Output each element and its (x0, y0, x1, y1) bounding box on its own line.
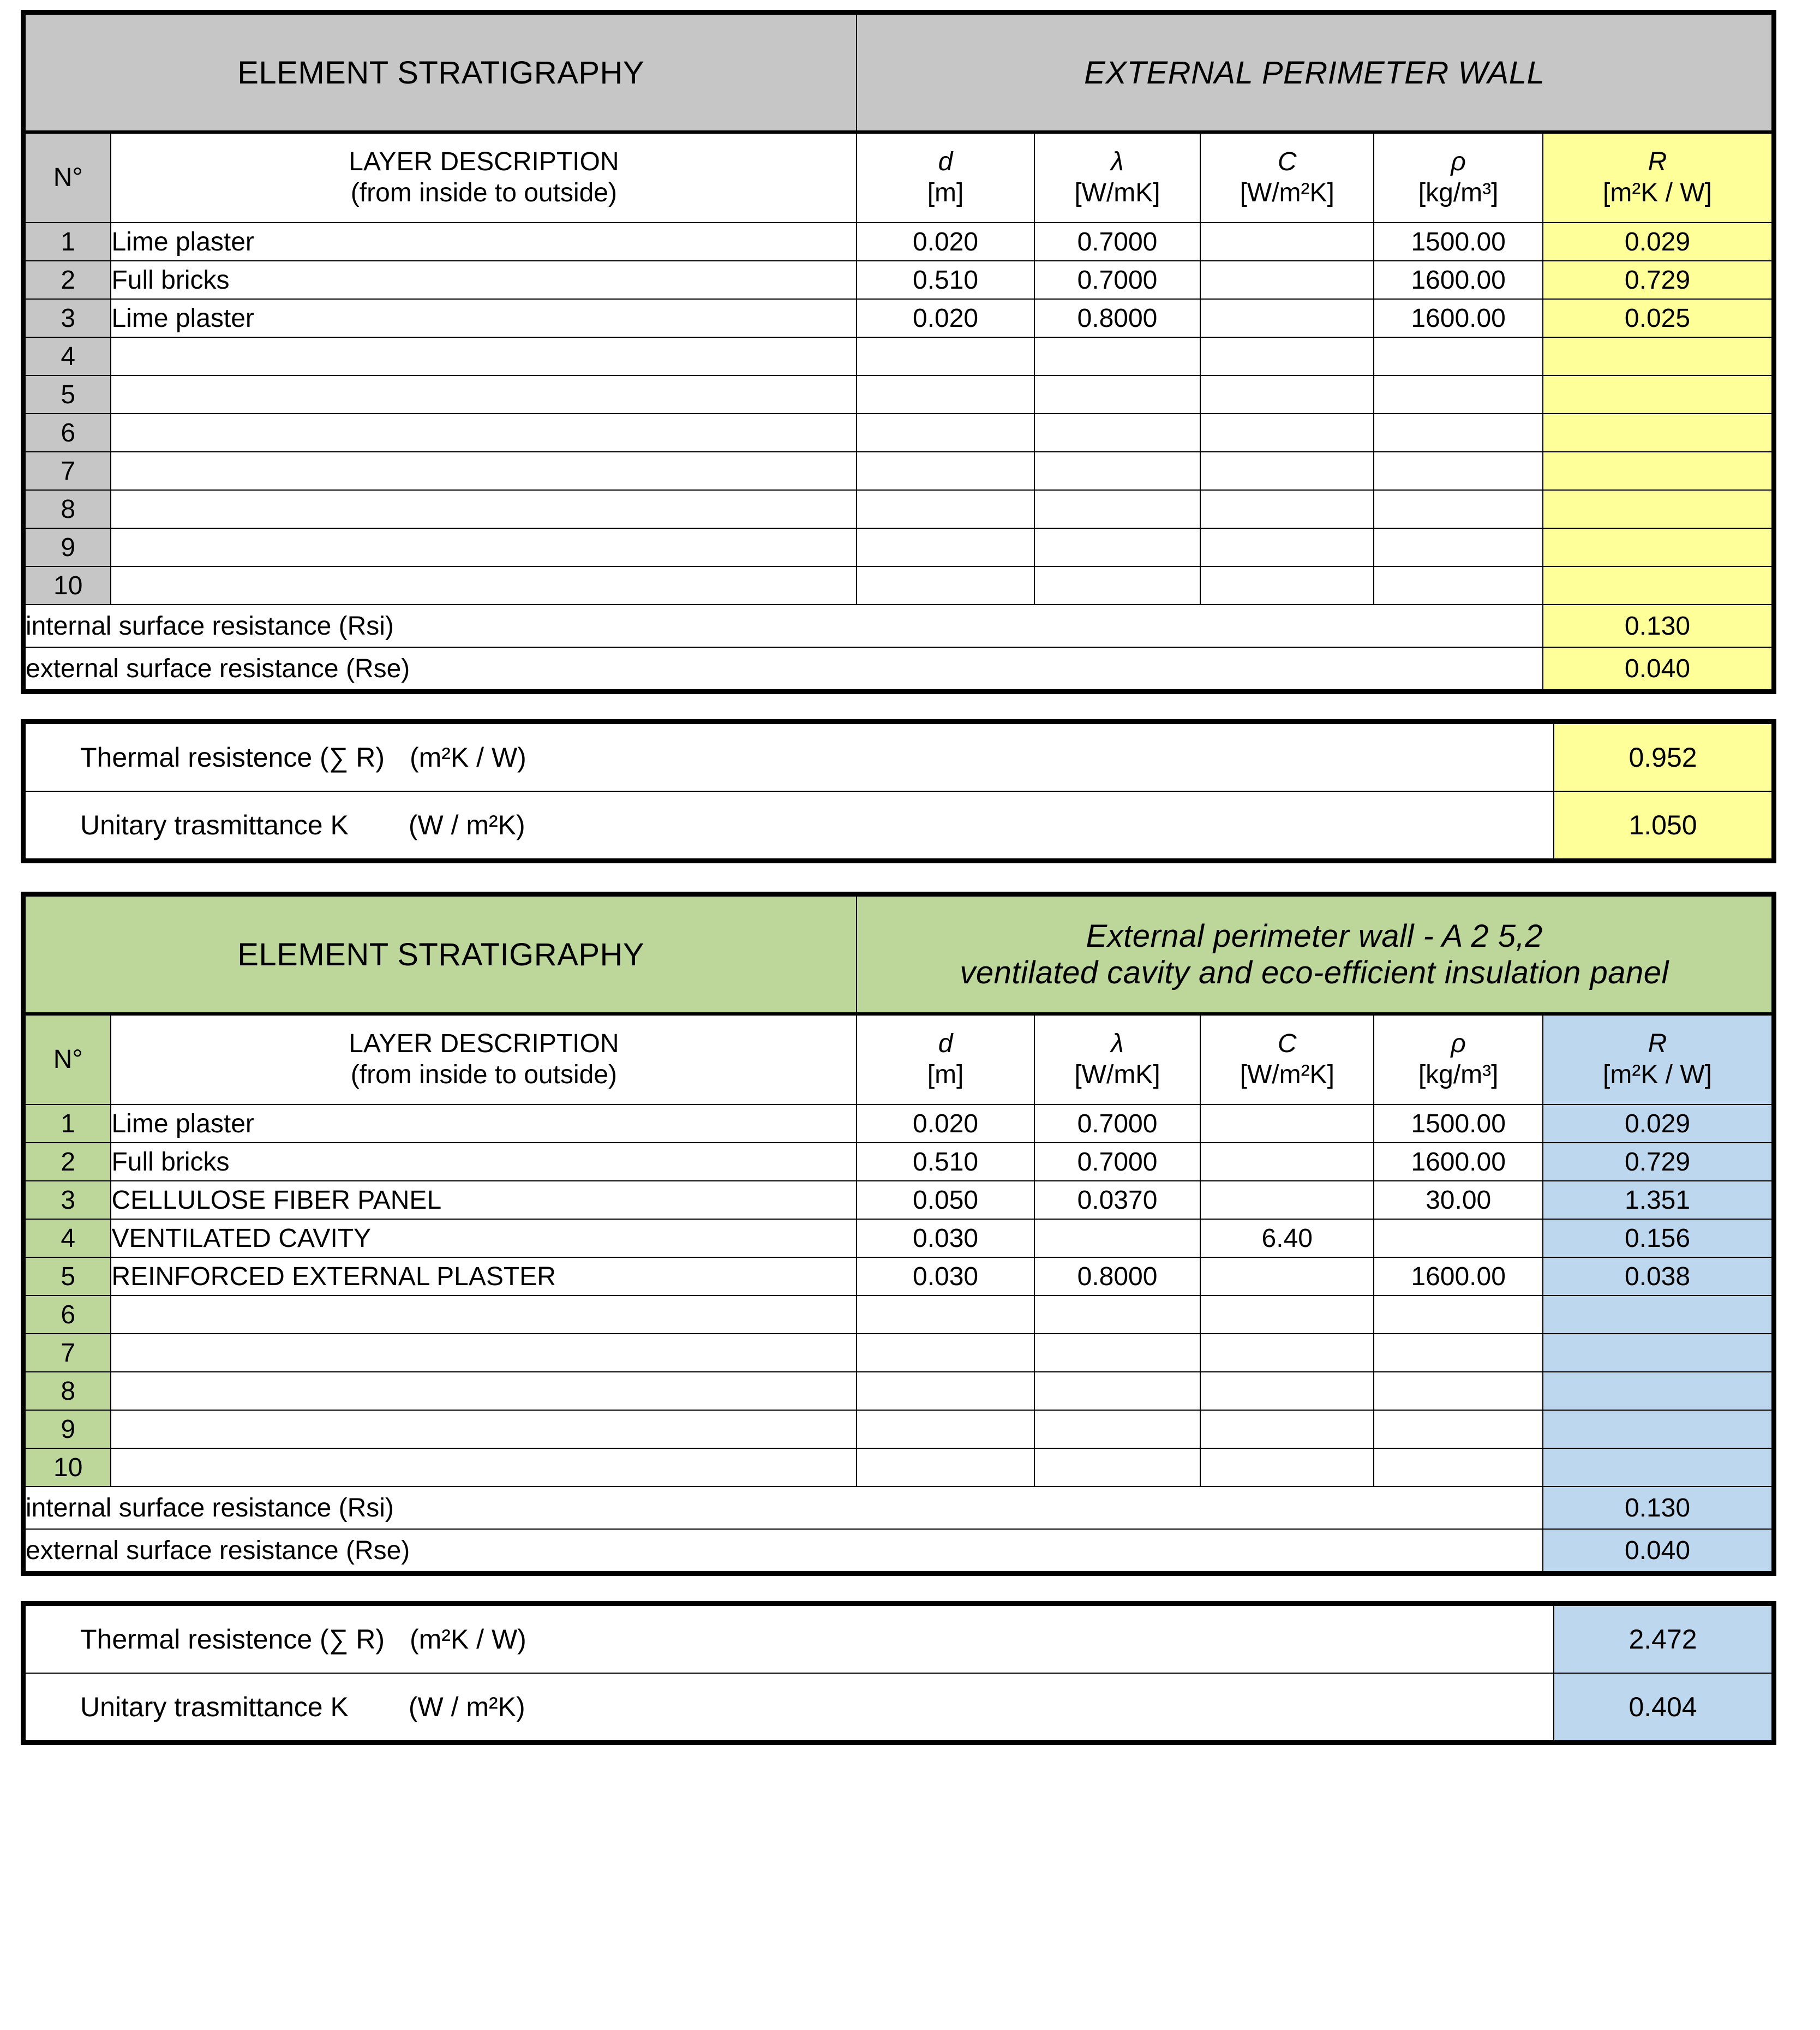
row-number: 6 (25, 414, 111, 452)
col-header-lambda (1034, 1014, 1200, 1104)
layer-r (1543, 1448, 1772, 1486)
column-header-row (25, 1014, 1772, 1104)
layer-rho[interactable]: 1600.00 (1374, 1143, 1543, 1181)
col-header-rho-unit: [kg/m³] (1418, 1060, 1499, 1089)
layer-rho[interactable] (1374, 452, 1543, 490)
col-header-rho-unit: [kg/m³] (1418, 178, 1499, 207)
layer-r: 0.156 (1543, 1219, 1772, 1257)
layer-lambda[interactable] (1034, 414, 1200, 452)
row-number: 10 (25, 1448, 111, 1486)
col-header-c-symbol: C (1277, 147, 1297, 177)
layer-description[interactable] (111, 1448, 857, 1486)
layer-c[interactable] (1200, 1295, 1374, 1334)
table-row[interactable] (25, 299, 1772, 337)
summary-block-2 (21, 1601, 1776, 1745)
thermal-resistance-unit: (m²K / W) (409, 742, 526, 773)
col-header-c-symbol: C (1277, 1029, 1297, 1059)
layer-d[interactable] (857, 1334, 1034, 1372)
table-row[interactable] (25, 1143, 1772, 1181)
row-number: 7 (25, 452, 111, 490)
table-row[interactable] (25, 1181, 1772, 1219)
col-header-d-unit: [m] (927, 1060, 964, 1089)
col-header-description-title: LAYER DESCRIPTION (349, 147, 619, 177)
layers-table-2 (25, 895, 1773, 1572)
col-header-description (111, 132, 857, 223)
stratigraphy-table-1 (21, 10, 1776, 694)
layer-rho[interactable] (1374, 1219, 1543, 1257)
layer-description[interactable] (111, 566, 857, 605)
layer-d[interactable] (857, 337, 1034, 375)
layer-description[interactable] (111, 1334, 857, 1372)
layer-description[interactable]: Lime plaster (111, 223, 857, 261)
col-header-r-symbol: R (1648, 147, 1667, 177)
table-row[interactable] (25, 261, 1772, 299)
layer-r: 0.729 (1543, 261, 1772, 299)
layer-rho[interactable] (1374, 528, 1543, 566)
layer-description[interactable]: Full bricks (111, 261, 857, 299)
summary-block-1 (21, 719, 1776, 863)
banner-element-name-1 (857, 14, 1772, 132)
col-header-r-unit: [m²K / W] (1603, 1060, 1712, 1089)
rse-label: external surface resistance (Rse) (25, 647, 1543, 690)
table-row[interactable] (25, 490, 1772, 528)
layer-lambda[interactable] (1034, 1410, 1200, 1448)
layer-lambda[interactable]: 0.7000 (1034, 261, 1200, 299)
layer-c[interactable] (1200, 1372, 1374, 1410)
layer-description[interactable] (111, 337, 857, 375)
layer-d[interactable] (857, 528, 1034, 566)
layer-rho[interactable]: 30.00 (1374, 1181, 1543, 1219)
layer-description[interactable] (111, 375, 857, 414)
col-header-d (857, 132, 1034, 223)
col-header-lambda-symbol: λ (1111, 147, 1124, 177)
rsi-label: internal surface resistance (Rsi) (25, 605, 1543, 647)
row-number: 3 (25, 1181, 111, 1219)
layer-c[interactable] (1200, 1104, 1374, 1143)
layer-description[interactable] (111, 528, 857, 566)
layer-r (1543, 1372, 1772, 1410)
layer-description[interactable] (111, 490, 857, 528)
banner-row (25, 896, 1772, 1014)
layer-c[interactable] (1200, 299, 1374, 337)
layer-rho[interactable] (1374, 566, 1543, 605)
banner-element-name-2 (857, 896, 1772, 1014)
thermal-resistance-row (25, 1605, 1772, 1673)
layer-c[interactable] (1200, 1257, 1374, 1295)
layer-d[interactable] (857, 452, 1034, 490)
rse-value: 0.040 (1543, 647, 1772, 690)
layer-c[interactable] (1200, 261, 1374, 299)
table-row[interactable] (25, 1295, 1772, 1334)
layer-r (1543, 414, 1772, 452)
row-number: 7 (25, 1334, 111, 1372)
layer-description[interactable] (111, 1295, 857, 1334)
row-number: 8 (25, 490, 111, 528)
table-row[interactable] (25, 1219, 1772, 1257)
layer-d[interactable] (857, 1410, 1034, 1448)
rsi-value: 0.130 (1543, 1486, 1772, 1529)
layer-d[interactable]: 0.020 (857, 223, 1034, 261)
table-row[interactable] (25, 223, 1772, 261)
layers-table-1 (25, 14, 1773, 690)
layer-d[interactable]: 0.020 (857, 299, 1034, 337)
table-row[interactable] (25, 1104, 1772, 1143)
unitary-transmittance-text: Unitary trasmittance K (80, 810, 349, 840)
row-number: 10 (25, 566, 111, 605)
layer-description[interactable]: Full bricks (111, 1143, 857, 1181)
unitary-transmittance-row (25, 1673, 1772, 1741)
row-number: 9 (25, 1410, 111, 1448)
layer-description[interactable]: Lime plaster (111, 299, 857, 337)
row-number: 4 (25, 337, 111, 375)
layer-c[interactable] (1200, 1143, 1374, 1181)
layer-d[interactable] (857, 1295, 1034, 1334)
layer-rho[interactable] (1374, 414, 1543, 452)
layer-d[interactable]: 0.510 (857, 261, 1034, 299)
col-header-c (1200, 132, 1374, 223)
layer-d[interactable] (857, 375, 1034, 414)
layer-lambda[interactable] (1034, 452, 1200, 490)
col-header-description-sub: (from inside to outside) (350, 1060, 617, 1089)
layer-r (1543, 1410, 1772, 1448)
thermal-resistance-row (25, 724, 1772, 791)
layer-r (1543, 1334, 1772, 1372)
col-header-d-unit: [m] (927, 178, 964, 207)
table-row[interactable] (25, 452, 1772, 490)
layer-lambda[interactable] (1034, 337, 1200, 375)
layer-c[interactable] (1200, 223, 1374, 261)
table-row[interactable] (25, 1334, 1772, 1372)
col-header-rho (1374, 132, 1543, 223)
layer-d[interactable]: 0.050 (857, 1181, 1034, 1219)
external-surface-resistance-row (25, 1529, 1772, 1572)
stratigraphy-table-2 (21, 892, 1776, 1576)
table-row[interactable] (25, 1257, 1772, 1295)
layer-lambda[interactable]: 0.8000 (1034, 299, 1200, 337)
col-header-d-symbol: d (938, 1029, 953, 1059)
rse-label: external surface resistance (Rse) (25, 1529, 1543, 1572)
layer-lambda[interactable]: 0.0370 (1034, 1181, 1200, 1219)
layer-c[interactable] (1200, 375, 1374, 414)
layer-c[interactable] (1200, 1448, 1374, 1486)
thermal-resistance-text: Thermal resistence (∑ R) (80, 1624, 385, 1655)
layer-r (1543, 490, 1772, 528)
col-header-r-symbol: R (1648, 1029, 1667, 1059)
col-header-lambda-symbol: λ (1111, 1029, 1124, 1059)
layer-c[interactable] (1200, 1181, 1374, 1219)
layer-r: 0.029 (1543, 1104, 1772, 1143)
col-header-c-unit: [W/m²K] (1240, 178, 1334, 207)
col-header-d-symbol: d (938, 147, 953, 177)
unitary-transmittance-label (25, 1673, 1554, 1741)
layer-description[interactable] (111, 414, 857, 452)
layer-c[interactable] (1200, 414, 1374, 452)
col-header-r-unit: [m²K / W] (1603, 178, 1712, 207)
layer-rho[interactable] (1374, 1334, 1543, 1372)
col-header-description-sub: (from inside to outside) (350, 178, 617, 207)
layer-lambda[interactable] (1034, 490, 1200, 528)
layer-description[interactable]: VENTILATED CAVITY (111, 1219, 857, 1257)
layer-c[interactable] (1200, 528, 1374, 566)
internal-surface-resistance-row (25, 1486, 1772, 1529)
layer-rho[interactable]: 1600.00 (1374, 261, 1543, 299)
layer-description[interactable]: Lime plaster (111, 1104, 857, 1143)
layer-d[interactable] (857, 566, 1034, 605)
col-header-rho-symbol: ρ (1451, 147, 1466, 177)
unitary-transmittance-row (25, 791, 1772, 859)
layer-c[interactable] (1200, 1334, 1374, 1372)
layer-d[interactable] (857, 490, 1034, 528)
layer-lambda[interactable] (1034, 528, 1200, 566)
layer-rho[interactable] (1374, 337, 1543, 375)
layer-r: 0.729 (1543, 1143, 1772, 1181)
row-number: 5 (25, 375, 111, 414)
layer-d[interactable] (857, 1448, 1034, 1486)
col-header-d (857, 1014, 1034, 1104)
unitary-transmittance-unit: (W / m²K) (408, 1692, 525, 1722)
rsi-value: 0.130 (1543, 605, 1772, 647)
layer-rho[interactable]: 1600.00 (1374, 299, 1543, 337)
layer-lambda[interactable] (1034, 1219, 1200, 1257)
layer-c[interactable] (1200, 337, 1374, 375)
thermal-resistance-text: Thermal resistence (∑ R) (80, 742, 385, 773)
banner-element-stratigraphy-2: ELEMENT STRATIGRAPHY (25, 896, 857, 1014)
thermal-resistance-value: 0.952 (1554, 724, 1772, 791)
layer-lambda[interactable] (1034, 1334, 1200, 1372)
unitary-transmittance-unit: (W / m²K) (408, 810, 525, 840)
row-number: 3 (25, 299, 111, 337)
layer-r (1543, 375, 1772, 414)
table-row[interactable] (25, 1448, 1772, 1486)
col-header-lambda-unit: [W/mK] (1074, 178, 1160, 207)
thermal-resistance-label (25, 1605, 1554, 1673)
banner-line-1: EXTERNAL PERIMETER WALL (1084, 55, 1545, 91)
table-row[interactable] (25, 1410, 1772, 1448)
layer-r (1543, 566, 1772, 605)
layer-d[interactable] (857, 414, 1034, 452)
layer-lambda[interactable] (1034, 1372, 1200, 1410)
layer-rho[interactable] (1374, 490, 1543, 528)
row-number: 1 (25, 223, 111, 261)
row-number: 5 (25, 1257, 111, 1295)
row-number: 2 (25, 261, 111, 299)
col-header-r (1543, 1014, 1772, 1104)
external-surface-resistance-row (25, 647, 1772, 690)
banner-line-1: External perimeter wall - A 2 5,2 (1086, 918, 1543, 954)
layer-rho[interactable]: 1500.00 (1374, 223, 1543, 261)
unitary-transmittance-text: Unitary trasmittance K (80, 1692, 349, 1722)
column-header-row (25, 132, 1772, 223)
layer-r: 0.029 (1543, 223, 1772, 261)
layer-r (1543, 337, 1772, 375)
layer-lambda[interactable]: 0.7000 (1034, 1104, 1200, 1143)
table-row[interactable] (25, 375, 1772, 414)
col-header-c-unit: [W/m²K] (1240, 1060, 1334, 1089)
table-row[interactable] (25, 566, 1772, 605)
layer-r (1543, 1295, 1772, 1334)
layer-c[interactable]: 6.40 (1200, 1219, 1374, 1257)
col-header-number: N° (25, 1014, 111, 1104)
layer-lambda[interactable] (1034, 375, 1200, 414)
layer-lambda[interactable]: 0.7000 (1034, 1143, 1200, 1181)
unitary-transmittance-label (25, 791, 1554, 859)
thermal-resistance-label (25, 724, 1554, 791)
layer-rho[interactable] (1374, 1410, 1543, 1448)
layer-description[interactable]: CELLULOSE FIBER PANEL (111, 1181, 857, 1219)
layer-lambda[interactable]: 0.7000 (1034, 223, 1200, 261)
layer-rho[interactable] (1374, 1295, 1543, 1334)
layer-description[interactable]: REINFORCED EXTERNAL PLASTER (111, 1257, 857, 1295)
unitary-transmittance-value: 1.050 (1554, 791, 1772, 859)
table-row[interactable] (25, 337, 1772, 375)
unitary-transmittance-value: 0.404 (1554, 1673, 1772, 1741)
thermal-resistance-value: 2.472 (1554, 1605, 1772, 1673)
layer-r (1543, 452, 1772, 490)
layer-rho[interactable]: 1500.00 (1374, 1104, 1543, 1143)
layer-c[interactable] (1200, 566, 1374, 605)
layer-c[interactable] (1200, 490, 1374, 528)
row-number: 6 (25, 1295, 111, 1334)
layer-rho[interactable] (1374, 1372, 1543, 1410)
layer-rho[interactable] (1374, 375, 1543, 414)
internal-surface-resistance-row (25, 605, 1772, 647)
layer-d[interactable]: 0.030 (857, 1257, 1034, 1295)
thermal-resistance-unit: (m²K / W) (409, 1624, 526, 1655)
banner-line-2: ventilated cavity and eco-efficient insulation panel (960, 955, 1669, 990)
col-header-rho (1374, 1014, 1543, 1104)
rsi-label: internal surface resistance (Rsi) (25, 1486, 1543, 1529)
row-number: 1 (25, 1104, 111, 1143)
layer-d[interactable] (857, 1372, 1034, 1410)
layer-r: 1.351 (1543, 1181, 1772, 1219)
col-header-lambda-unit: [W/mK] (1074, 1060, 1160, 1089)
col-header-description-title: LAYER DESCRIPTION (349, 1029, 619, 1059)
layer-c[interactable] (1200, 452, 1374, 490)
layer-lambda[interactable] (1034, 1295, 1200, 1334)
layer-description[interactable] (111, 1372, 857, 1410)
summary-table-1 (25, 723, 1773, 859)
layer-c[interactable] (1200, 1410, 1374, 1448)
layer-d[interactable]: 0.020 (857, 1104, 1034, 1143)
table-row[interactable] (25, 1372, 1772, 1410)
layer-lambda[interactable] (1034, 566, 1200, 605)
col-header-r (1543, 132, 1772, 223)
row-number: 8 (25, 1372, 111, 1410)
banner-row (25, 14, 1772, 132)
banner-element-stratigraphy-1: ELEMENT STRATIGRAPHY (25, 14, 857, 132)
layer-rho[interactable]: 1600.00 (1374, 1257, 1543, 1295)
layer-lambda[interactable]: 0.8000 (1034, 1257, 1200, 1295)
col-header-lambda (1034, 132, 1200, 223)
row-number: 9 (25, 528, 111, 566)
col-header-number: N° (25, 132, 111, 223)
col-header-rho-symbol: ρ (1451, 1029, 1466, 1059)
layer-r: 0.038 (1543, 1257, 1772, 1295)
rse-value: 0.040 (1543, 1529, 1772, 1572)
col-header-c (1200, 1014, 1374, 1104)
layer-rho[interactable] (1374, 1448, 1543, 1486)
layer-r: 0.025 (1543, 299, 1772, 337)
layer-d[interactable]: 0.030 (857, 1219, 1034, 1257)
table-row[interactable] (25, 414, 1772, 452)
layer-r (1543, 528, 1772, 566)
summary-table-2 (25, 1605, 1773, 1741)
layer-lambda[interactable] (1034, 1448, 1200, 1486)
row-number: 4 (25, 1219, 111, 1257)
layer-description[interactable] (111, 452, 857, 490)
table-row[interactable] (25, 528, 1772, 566)
row-number: 2 (25, 1143, 111, 1181)
layer-description[interactable] (111, 1410, 857, 1448)
col-header-description (111, 1014, 857, 1104)
layer-d[interactable]: 0.510 (857, 1143, 1034, 1181)
